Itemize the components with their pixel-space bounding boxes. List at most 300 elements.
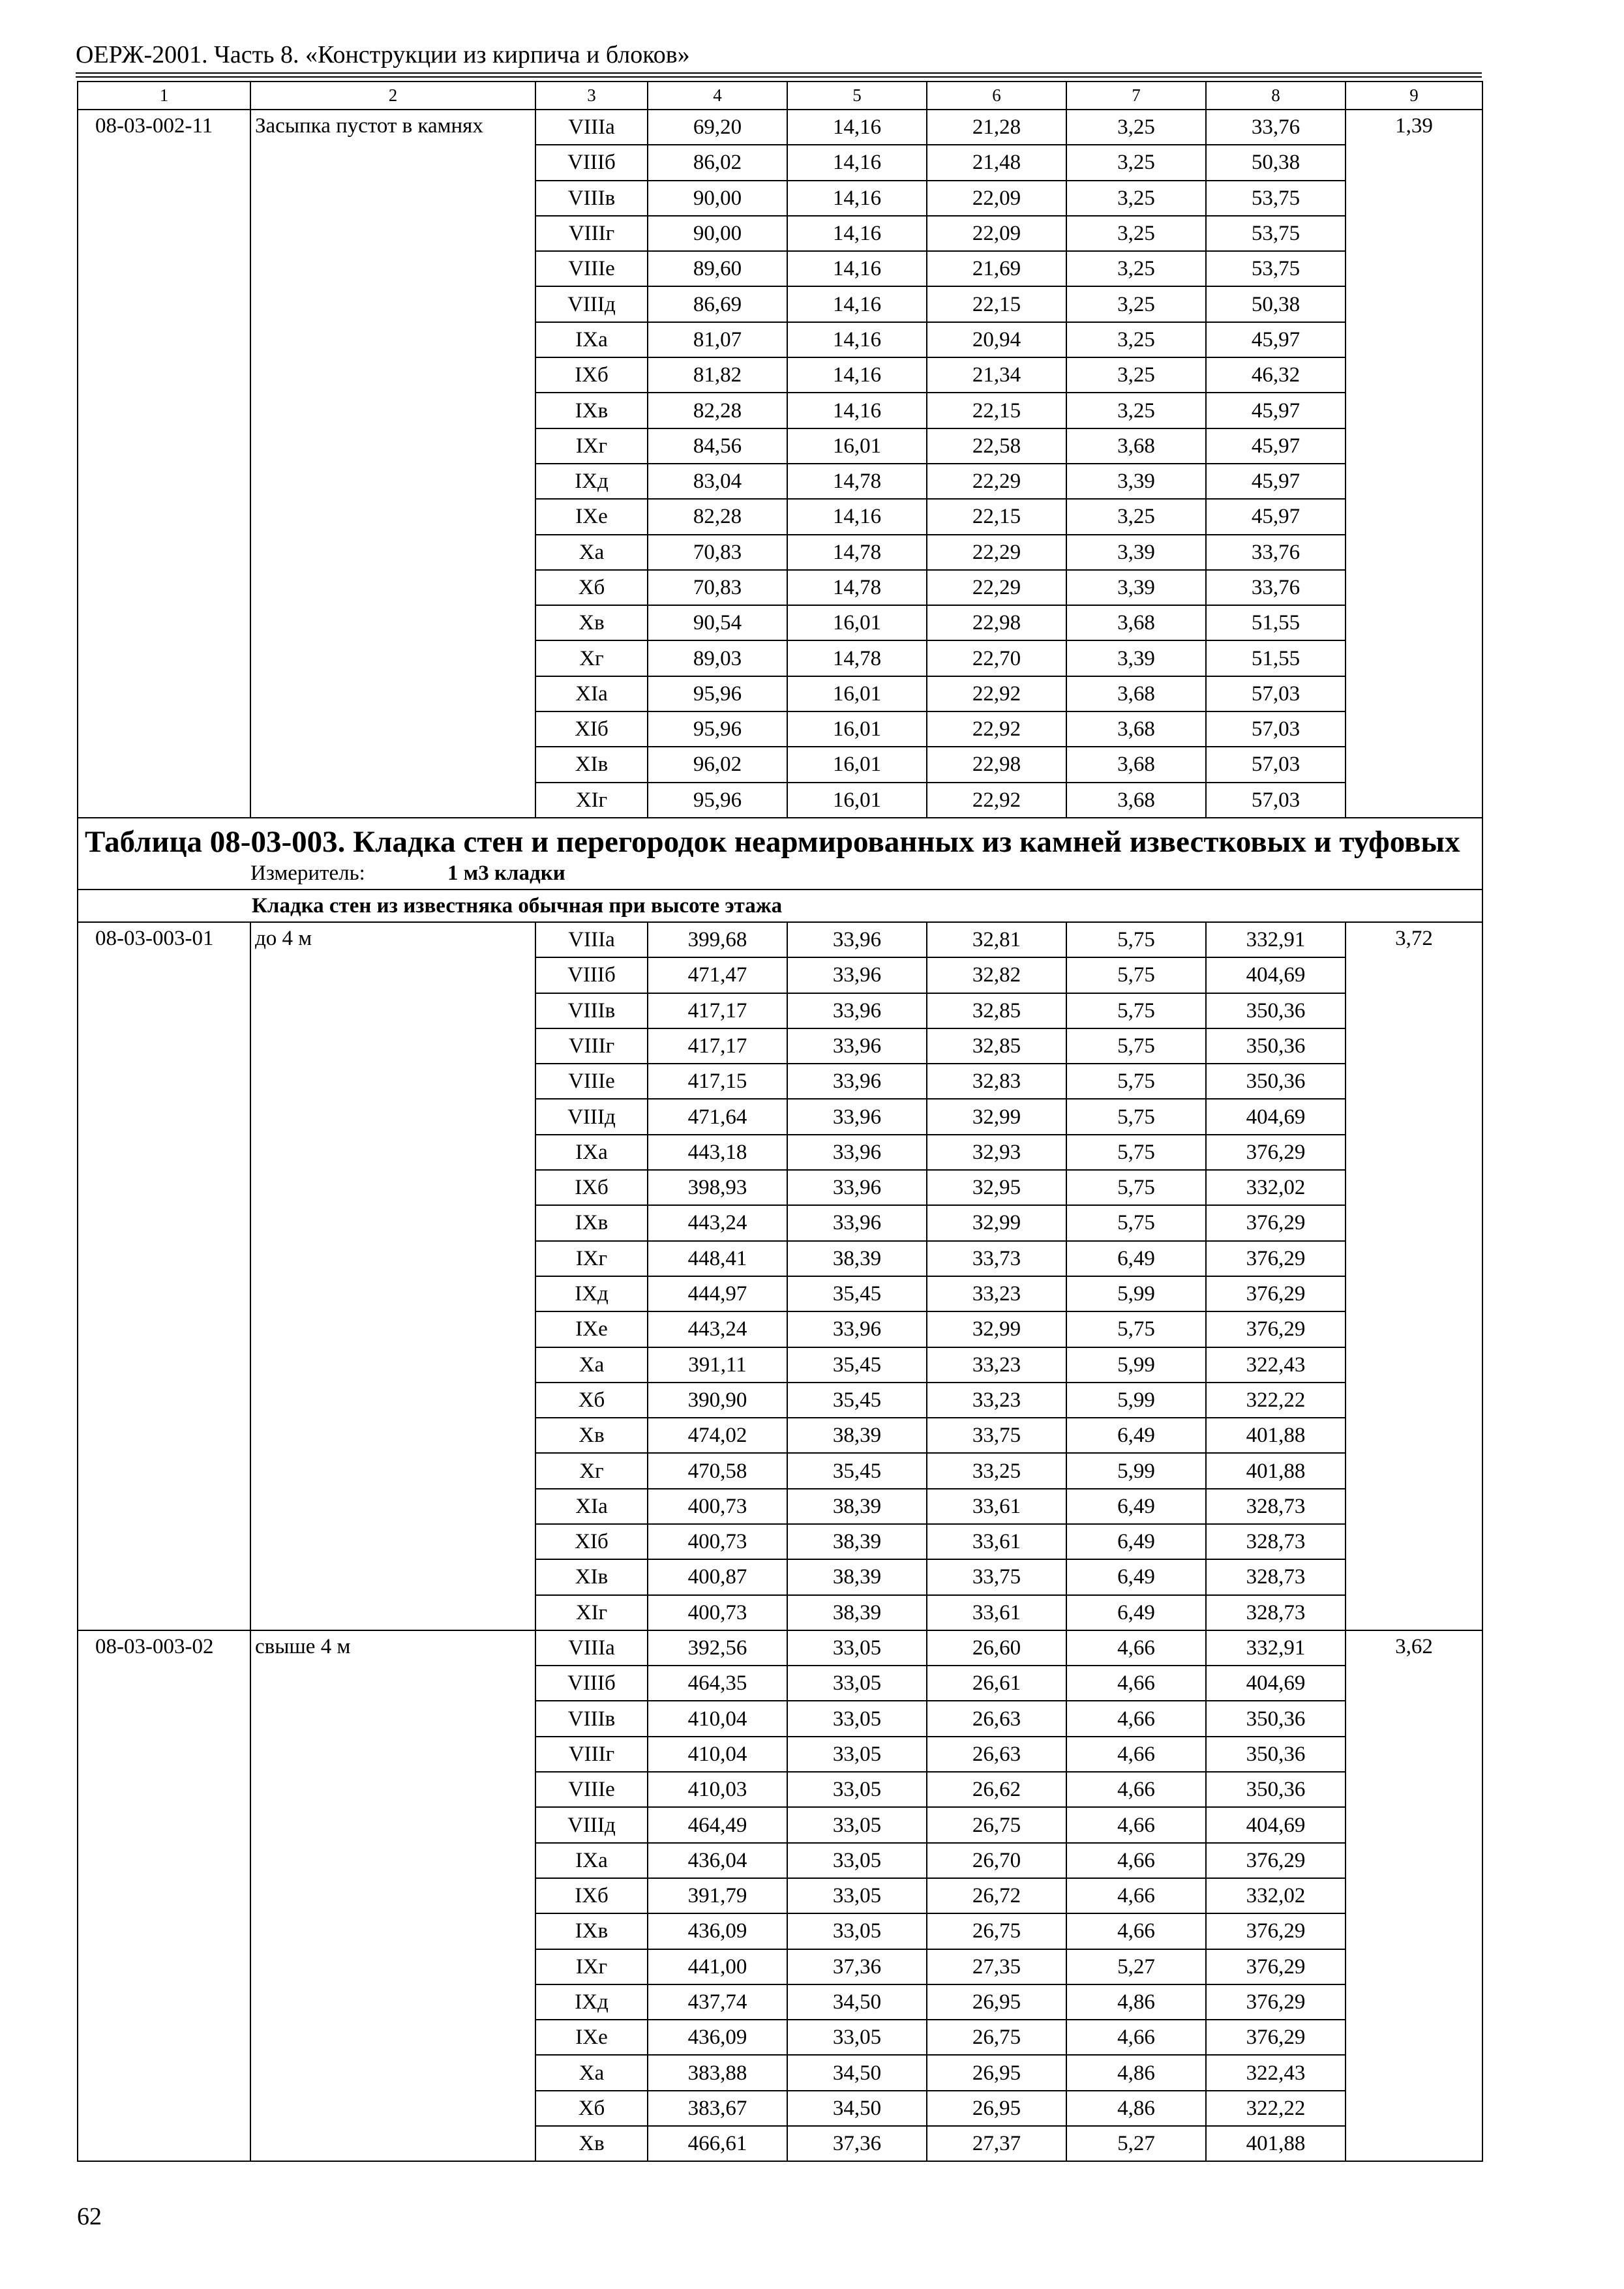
table-cell: 45,97 bbox=[1206, 464, 1346, 499]
table-cell: 14,16 bbox=[787, 357, 927, 393]
table-cell: 38,39 bbox=[787, 1418, 927, 1453]
table-cell: IXд bbox=[535, 1984, 648, 2020]
rates-table bbox=[77, 81, 1483, 2162]
table-cell: 22,92 bbox=[927, 676, 1066, 711]
table-cell: 34,50 bbox=[787, 2091, 927, 2126]
table-cell: IXг bbox=[535, 1949, 648, 1984]
table-cell: 5,75 bbox=[1066, 1064, 1206, 1099]
table-cell: 404,69 bbox=[1206, 1666, 1346, 1701]
table-cell: 5,75 bbox=[1066, 1135, 1206, 1170]
table-cell: 390,90 bbox=[648, 1383, 787, 1418]
table-cell: VIIIв bbox=[535, 993, 648, 1028]
table-cell: 392,56 bbox=[648, 1630, 787, 1666]
page-header: ОЕРЖ-2001. Часть 8. «Конструкции из кирпича и блоков» bbox=[76, 41, 690, 68]
table-row bbox=[78, 922, 1482, 957]
table-cell: 3,39 bbox=[1066, 640, 1206, 676]
column-number: 3 bbox=[535, 82, 648, 110]
table-cell: VIIIе bbox=[535, 1064, 648, 1099]
table-row bbox=[78, 110, 1482, 145]
table-cell: 3,25 bbox=[1066, 251, 1206, 286]
table-cell: 322,22 bbox=[1206, 1383, 1346, 1418]
table-cell: 50,38 bbox=[1206, 286, 1346, 322]
table-cell: 4,66 bbox=[1066, 1913, 1206, 1949]
table-cell: 5,75 bbox=[1066, 993, 1206, 1028]
table-cell: Xб bbox=[535, 2091, 648, 2126]
table-cell: 32,82 bbox=[927, 957, 1066, 993]
table-cell: 6,49 bbox=[1066, 1559, 1206, 1594]
table-cell: 3,68 bbox=[1066, 605, 1206, 640]
table-cell: 332,91 bbox=[1206, 922, 1346, 957]
table-cell: Xа bbox=[535, 535, 648, 570]
table-cell: 82,28 bbox=[648, 499, 787, 534]
table-cell: VIIIг bbox=[535, 1737, 648, 1772]
table-cell: 4,86 bbox=[1066, 2055, 1206, 2090]
rate-code: 08-03-003-02 bbox=[78, 1630, 250, 2161]
table-cell: 33,75 bbox=[927, 1418, 1066, 1453]
table-cell: Xв bbox=[535, 1418, 648, 1453]
section-row bbox=[78, 890, 1482, 922]
table-cell: 448,41 bbox=[648, 1241, 787, 1276]
table-cell: 5,99 bbox=[1066, 1453, 1206, 1488]
table-cell: 14,16 bbox=[787, 216, 927, 251]
table-cell: 26,61 bbox=[927, 1666, 1066, 1701]
table-cell: 4,66 bbox=[1066, 1666, 1206, 1701]
column-number: 4 bbox=[648, 82, 787, 110]
table-cell: 33,05 bbox=[787, 1666, 927, 1701]
table-cell: 16,01 bbox=[787, 747, 927, 782]
table-cell: 5,75 bbox=[1066, 1311, 1206, 1347]
table-cell: 38,39 bbox=[787, 1241, 927, 1276]
table-cell: IXа bbox=[535, 1135, 648, 1170]
table-cell: 410,04 bbox=[648, 1737, 787, 1772]
table-cell: 38,39 bbox=[787, 1595, 927, 1630]
table-cell: 4,66 bbox=[1066, 2020, 1206, 2055]
table-cell: 14,16 bbox=[787, 393, 927, 428]
table-cell: Xг bbox=[535, 1453, 648, 1488]
table-cell: 400,87 bbox=[648, 1559, 787, 1594]
table-cell: Xа bbox=[535, 1347, 648, 1383]
table-cell: XIб bbox=[535, 1524, 648, 1559]
table-cell: 410,04 bbox=[648, 1701, 787, 1736]
table-cell: 383,88 bbox=[648, 2055, 787, 2090]
table-cell: 22,70 bbox=[927, 640, 1066, 676]
table-cell: 4,66 bbox=[1066, 1701, 1206, 1736]
table-cell: 16,01 bbox=[787, 711, 927, 747]
table-cell: 95,96 bbox=[648, 711, 787, 747]
table-cell: 5,99 bbox=[1066, 1276, 1206, 1311]
table-cell: 33,05 bbox=[787, 2020, 927, 2055]
table-cell: VIIIд bbox=[535, 1807, 648, 1842]
table-cell: 33,76 bbox=[1206, 570, 1346, 605]
table-cell: 350,36 bbox=[1206, 1737, 1346, 1772]
table-cell: 14,16 bbox=[787, 110, 927, 145]
table-cell: 37,36 bbox=[787, 1949, 927, 1984]
table-cell: 3,25 bbox=[1066, 145, 1206, 180]
table-cell: 86,02 bbox=[648, 145, 787, 180]
table-cell: 33,96 bbox=[787, 1135, 927, 1170]
table-cell: VIIIа bbox=[535, 922, 648, 957]
rate-description: Засыпка пустот в камнях bbox=[250, 110, 535, 818]
table-cell: 70,83 bbox=[648, 570, 787, 605]
table-cell: 14,16 bbox=[787, 145, 927, 180]
table-cell: 33,96 bbox=[787, 1311, 927, 1347]
table-cell: XIа bbox=[535, 676, 648, 711]
col9-value: 1,39 bbox=[1346, 110, 1482, 818]
table-cell: 33,05 bbox=[787, 1878, 927, 1913]
table-cell: 5,27 bbox=[1066, 2126, 1206, 2161]
table-cell: 45,97 bbox=[1206, 322, 1346, 357]
table-cell: 322,43 bbox=[1206, 1347, 1346, 1383]
table-cell: 22,98 bbox=[927, 747, 1066, 782]
table-cell: 38,39 bbox=[787, 1524, 927, 1559]
table-cell: 32,83 bbox=[927, 1064, 1066, 1099]
table-cell: 376,29 bbox=[1206, 1949, 1346, 1984]
table-cell: 57,03 bbox=[1206, 676, 1346, 711]
table-cell: 32,99 bbox=[927, 1099, 1066, 1134]
table-cell: 444,97 bbox=[648, 1276, 787, 1311]
table-cell: IXе bbox=[535, 2020, 648, 2055]
table-cell: VIIIг bbox=[535, 1028, 648, 1064]
table-cell: 14,78 bbox=[787, 570, 927, 605]
table-title-row bbox=[78, 818, 1482, 890]
table-cell: IXе bbox=[535, 499, 648, 534]
table-cell: XIв bbox=[535, 1559, 648, 1594]
table-cell: 33,23 bbox=[927, 1383, 1066, 1418]
table-cell: 3,25 bbox=[1066, 357, 1206, 393]
table-cell: 33,61 bbox=[927, 1595, 1066, 1630]
table-cell: 14,16 bbox=[787, 251, 927, 286]
table-cell: IXб bbox=[535, 357, 648, 393]
table-cell: 38,39 bbox=[787, 1489, 927, 1524]
table-cell: 443,24 bbox=[648, 1205, 787, 1240]
table-cell: 376,29 bbox=[1206, 1311, 1346, 1347]
table-cell: 3,68 bbox=[1066, 783, 1206, 818]
table-cell: 404,69 bbox=[1206, 1099, 1346, 1134]
table-cell: IXг bbox=[535, 428, 648, 464]
table-cell: 404,69 bbox=[1206, 957, 1346, 993]
table-cell: 3,25 bbox=[1066, 499, 1206, 534]
table-cell: IXд bbox=[535, 464, 648, 499]
table-cell: VIIIб bbox=[535, 957, 648, 993]
table-cell: 33,76 bbox=[1206, 535, 1346, 570]
column-number: 5 bbox=[787, 82, 927, 110]
table-cell: 33,96 bbox=[787, 1028, 927, 1064]
table-cell: 33,05 bbox=[787, 1772, 927, 1807]
table-cell: IXе bbox=[535, 1311, 648, 1347]
table-cell: 3,39 bbox=[1066, 535, 1206, 570]
table-cell: 474,02 bbox=[648, 1418, 787, 1453]
table-cell: 14,16 bbox=[787, 286, 927, 322]
table-cell: 32,85 bbox=[927, 993, 1066, 1028]
table-cell: 16,01 bbox=[787, 428, 927, 464]
unit-value: 1 м3 кладки bbox=[447, 861, 565, 885]
table-cell: VIIIг bbox=[535, 216, 648, 251]
table-cell: IXв bbox=[535, 1205, 648, 1240]
table-cell: 26,72 bbox=[927, 1878, 1066, 1913]
table-cell: 3,68 bbox=[1066, 711, 1206, 747]
table-cell: 33,75 bbox=[927, 1559, 1066, 1594]
table-cell: 350,36 bbox=[1206, 1064, 1346, 1099]
table-cell: 436,09 bbox=[648, 1913, 787, 1949]
table-cell: 391,11 bbox=[648, 1347, 787, 1383]
table-cell: VIIIе bbox=[535, 251, 648, 286]
table-cell: 33,05 bbox=[787, 1913, 927, 1949]
table-cell: VIIIв bbox=[535, 1701, 648, 1736]
table-cell: 4,66 bbox=[1066, 1878, 1206, 1913]
table-cell: 328,73 bbox=[1206, 1595, 1346, 1630]
table-cell: 26,70 bbox=[927, 1843, 1066, 1878]
table-cell: 33,05 bbox=[787, 1630, 927, 1666]
table-cell: 86,69 bbox=[648, 286, 787, 322]
table-cell: 33,23 bbox=[927, 1276, 1066, 1311]
column-number: 2 bbox=[250, 82, 535, 110]
table-cell: 332,02 bbox=[1206, 1170, 1346, 1205]
table-cell: 441,00 bbox=[648, 1949, 787, 1984]
table-cell: 50,38 bbox=[1206, 145, 1346, 180]
table-cell: 26,75 bbox=[927, 2020, 1066, 2055]
table-cell: 3,39 bbox=[1066, 570, 1206, 605]
table-cell: 33,25 bbox=[927, 1453, 1066, 1488]
table-cell: 33,05 bbox=[787, 1843, 927, 1878]
table-cell: 83,04 bbox=[648, 464, 787, 499]
table-cell: 417,17 bbox=[648, 993, 787, 1028]
table-cell: 14,78 bbox=[787, 464, 927, 499]
table-title-cell bbox=[78, 818, 1482, 890]
table-cell: 33,96 bbox=[787, 1099, 927, 1134]
table-cell: 22,58 bbox=[927, 428, 1066, 464]
unit-line bbox=[78, 861, 1482, 889]
table-cell: 376,29 bbox=[1206, 1241, 1346, 1276]
table-cell: 33,05 bbox=[787, 1807, 927, 1842]
table-cell: VIIIд bbox=[535, 286, 648, 322]
table-cell: 464,35 bbox=[648, 1666, 787, 1701]
table-cell: 90,00 bbox=[648, 181, 787, 216]
table-cell: 5,75 bbox=[1066, 1170, 1206, 1205]
table-cell: IXв bbox=[535, 393, 648, 428]
table-cell: 5,99 bbox=[1066, 1347, 1206, 1383]
unit-label: Измеритель: bbox=[250, 861, 365, 885]
table-cell: 26,62 bbox=[927, 1772, 1066, 1807]
table-cell: 32,99 bbox=[927, 1311, 1066, 1347]
table-cell: 470,58 bbox=[648, 1453, 787, 1488]
table-cell: 328,73 bbox=[1206, 1524, 1346, 1559]
rate-description: свыше 4 м bbox=[250, 1630, 535, 2161]
table-cell: 33,96 bbox=[787, 1170, 927, 1205]
table-cell: 27,35 bbox=[927, 1949, 1066, 1984]
table-cell: 22,29 bbox=[927, 570, 1066, 605]
table-cell: 4,86 bbox=[1066, 2091, 1206, 2126]
table-cell: VIIIб bbox=[535, 1666, 648, 1701]
table-cell: 22,92 bbox=[927, 711, 1066, 747]
table-cell: VIIIб bbox=[535, 145, 648, 180]
column-number-row bbox=[78, 82, 1482, 110]
table-cell: 27,37 bbox=[927, 2126, 1066, 2161]
table-cell: 401,88 bbox=[1206, 2126, 1346, 2161]
table-cell: XIг bbox=[535, 1595, 648, 1630]
table-cell: 322,22 bbox=[1206, 2091, 1346, 2126]
table-cell: 26,63 bbox=[927, 1737, 1066, 1772]
table-cell: 417,15 bbox=[648, 1064, 787, 1099]
table-cell: 20,94 bbox=[927, 322, 1066, 357]
table-cell: 5,75 bbox=[1066, 1099, 1206, 1134]
table-cell: 350,36 bbox=[1206, 1772, 1346, 1807]
table-cell: 376,29 bbox=[1206, 1276, 1346, 1311]
table-cell: 95,96 bbox=[648, 783, 787, 818]
table-cell: 21,28 bbox=[927, 110, 1066, 145]
table-cell: 35,45 bbox=[787, 1276, 927, 1311]
table-cell: 45,97 bbox=[1206, 499, 1346, 534]
table-cell: 22,29 bbox=[927, 535, 1066, 570]
table-cell: IXб bbox=[535, 1170, 648, 1205]
table-cell: XIв bbox=[535, 747, 648, 782]
table-cell: 4,86 bbox=[1066, 1984, 1206, 2020]
table-cell: IXв bbox=[535, 1913, 648, 1949]
table-cell: 4,66 bbox=[1066, 1737, 1206, 1772]
table-cell: 82,28 bbox=[648, 393, 787, 428]
table-cell: 3,39 bbox=[1066, 464, 1206, 499]
table-cell: 6,49 bbox=[1066, 1489, 1206, 1524]
col9-value: 3,72 bbox=[1346, 922, 1482, 1630]
table-cell: 398,93 bbox=[648, 1170, 787, 1205]
table-cell: 90,00 bbox=[648, 216, 787, 251]
table-cell: 4,66 bbox=[1066, 1843, 1206, 1878]
table-cell: 22,98 bbox=[927, 605, 1066, 640]
table-cell: 3,68 bbox=[1066, 428, 1206, 464]
table-cell: 96,02 bbox=[648, 747, 787, 782]
table-cell: 376,29 bbox=[1206, 1205, 1346, 1240]
table-cell: 33,23 bbox=[927, 1347, 1066, 1383]
table-cell: 6,49 bbox=[1066, 1241, 1206, 1276]
table-cell: IXд bbox=[535, 1276, 648, 1311]
table-cell: XIб bbox=[535, 711, 648, 747]
table-cell: 4,66 bbox=[1066, 1772, 1206, 1807]
table-cell: 471,47 bbox=[648, 957, 787, 993]
table-cell: 33,96 bbox=[787, 957, 927, 993]
table-cell: 376,29 bbox=[1206, 2020, 1346, 2055]
table-cell: 22,92 bbox=[927, 783, 1066, 818]
rate-code: 08-03-003-01 bbox=[78, 922, 250, 1630]
table-cell: 21,34 bbox=[927, 357, 1066, 393]
table-cell: 81,82 bbox=[648, 357, 787, 393]
table-cell: 22,09 bbox=[927, 216, 1066, 251]
table-cell: 22,15 bbox=[927, 499, 1066, 534]
table-cell: 3,68 bbox=[1066, 676, 1206, 711]
table-cell: 69,20 bbox=[648, 110, 787, 145]
table-cell: 84,56 bbox=[648, 428, 787, 464]
rate-code: 08-03-002-11 bbox=[78, 110, 250, 818]
column-number: 1 bbox=[78, 82, 250, 110]
table-cell: 26,60 bbox=[927, 1630, 1066, 1666]
table-cell: 89,03 bbox=[648, 640, 787, 676]
table-cell: 328,73 bbox=[1206, 1489, 1346, 1524]
table-cell: 26,75 bbox=[927, 1913, 1066, 1949]
header-rule-double bbox=[76, 76, 1482, 78]
header-rule bbox=[76, 72, 1482, 74]
table-cell: 5,75 bbox=[1066, 1205, 1206, 1240]
table-cell: 57,03 bbox=[1206, 747, 1346, 782]
table-cell: VIIIа bbox=[535, 110, 648, 145]
table-cell: 401,88 bbox=[1206, 1453, 1346, 1488]
table-cell: 383,67 bbox=[648, 2091, 787, 2126]
table-cell: 34,50 bbox=[787, 2055, 927, 2090]
table-cell: 437,74 bbox=[648, 1984, 787, 2020]
table-cell: 38,39 bbox=[787, 1559, 927, 1594]
table-cell: 16,01 bbox=[787, 605, 927, 640]
table-cell: Xв bbox=[535, 2126, 648, 2161]
table-cell: 401,88 bbox=[1206, 1418, 1346, 1453]
table-cell: 14,16 bbox=[787, 322, 927, 357]
table-cell: 464,49 bbox=[648, 1807, 787, 1842]
table-cell: 332,91 bbox=[1206, 1630, 1346, 1666]
table-cell: 5,27 bbox=[1066, 1949, 1206, 1984]
table-cell: VIIIе bbox=[535, 1772, 648, 1807]
col9-value: 3,62 bbox=[1346, 1630, 1482, 2161]
table-cell: VIIIв bbox=[535, 181, 648, 216]
table-cell: 3,25 bbox=[1066, 393, 1206, 428]
table-cell: 22,29 bbox=[927, 464, 1066, 499]
column-number: 6 bbox=[927, 82, 1066, 110]
table-cell: 22,09 bbox=[927, 181, 1066, 216]
table-cell: 21,48 bbox=[927, 145, 1066, 180]
table-cell: 6,49 bbox=[1066, 1595, 1206, 1630]
table-cell: 471,64 bbox=[648, 1099, 787, 1134]
table-cell: 443,18 bbox=[648, 1135, 787, 1170]
table-cell: 350,36 bbox=[1206, 993, 1346, 1028]
table-cell: VIIIд bbox=[535, 1099, 648, 1134]
table-cell: 35,45 bbox=[787, 1453, 927, 1488]
table-cell: 32,99 bbox=[927, 1205, 1066, 1240]
table-cell: 95,96 bbox=[648, 676, 787, 711]
table-cell: 16,01 bbox=[787, 676, 927, 711]
table-cell: 3,25 bbox=[1066, 286, 1206, 322]
table-cell: IXг bbox=[535, 1241, 648, 1276]
page-number: 62 bbox=[77, 2203, 102, 2230]
table-cell: 6,49 bbox=[1066, 1418, 1206, 1453]
table-cell: 57,03 bbox=[1206, 783, 1346, 818]
table-cell: 32,85 bbox=[927, 1028, 1066, 1064]
table-cell: 417,17 bbox=[648, 1028, 787, 1064]
table-cell: 51,55 bbox=[1206, 640, 1346, 676]
table-cell: 328,73 bbox=[1206, 1559, 1346, 1594]
table-cell: 32,95 bbox=[927, 1170, 1066, 1205]
table-cell: Xб bbox=[535, 570, 648, 605]
table-cell: 376,29 bbox=[1206, 1984, 1346, 2020]
table-cell: 35,45 bbox=[787, 1383, 927, 1418]
table-cell: 400,73 bbox=[648, 1524, 787, 1559]
table-cell: VIIIа bbox=[535, 1630, 648, 1666]
table-cell: 45,97 bbox=[1206, 393, 1346, 428]
table-cell: 33,61 bbox=[927, 1489, 1066, 1524]
table-cell: 26,95 bbox=[927, 2091, 1066, 2126]
table-cell: 46,32 bbox=[1206, 357, 1346, 393]
table-cell: 3,25 bbox=[1066, 181, 1206, 216]
table-cell: 3,25 bbox=[1066, 216, 1206, 251]
table-cell: XIг bbox=[535, 783, 648, 818]
table-cell: 14,78 bbox=[787, 535, 927, 570]
table-cell: 376,29 bbox=[1206, 1843, 1346, 1878]
table-cell: 33,05 bbox=[787, 1737, 927, 1772]
table-cell: 35,45 bbox=[787, 1347, 927, 1383]
table-cell: 34,50 bbox=[787, 1984, 927, 2020]
table-cell: 5,75 bbox=[1066, 1028, 1206, 1064]
table-cell: 81,07 bbox=[648, 322, 787, 357]
table-cell: Xа bbox=[535, 2055, 648, 2090]
table-cell: 5,75 bbox=[1066, 922, 1206, 957]
table-cell: 32,93 bbox=[927, 1135, 1066, 1170]
table-cell: 14,16 bbox=[787, 181, 927, 216]
table-cell: 436,09 bbox=[648, 2020, 787, 2055]
table-cell: IXа bbox=[535, 1843, 648, 1878]
